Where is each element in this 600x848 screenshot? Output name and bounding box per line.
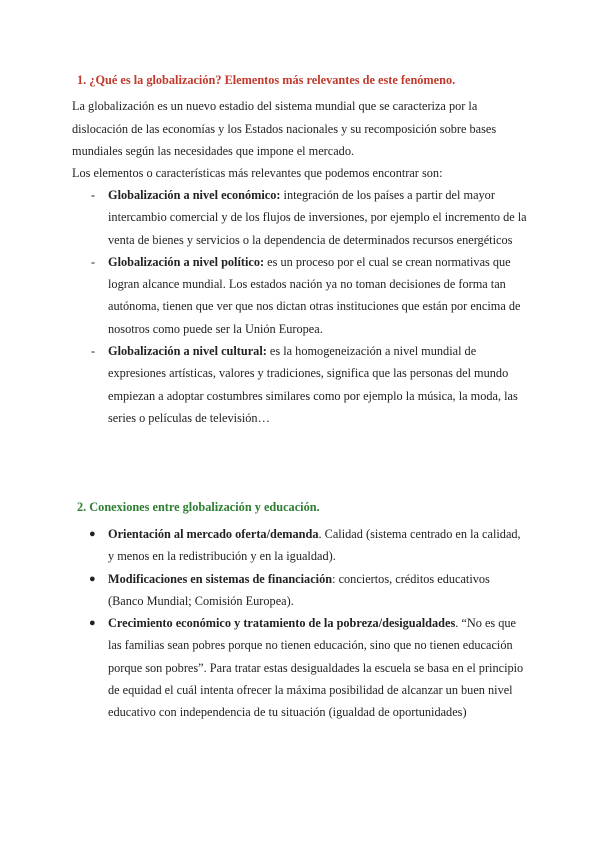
section2-list [0, 523, 600, 724]
item-lead: Crecimiento económico y tratamiento de la pobreza/desigualdades [108, 616, 456, 631]
dash-marker: - [91, 188, 96, 202]
item-lead: Modificaciones en sistemas de financiación [108, 571, 333, 586]
bullet-icon: ● [89, 528, 96, 540]
list-item [0, 523, 528, 568]
bullet-icon: ● [89, 617, 96, 630]
dash-marker: - [91, 254, 96, 269]
item-text: : conciertos, créditos educativos (Banco Mundial; Comisión Europea). [108, 571, 490, 608]
list-item [0, 612, 528, 723]
item-lead: Globalización a nivel económico: [108, 188, 281, 202]
list-item [0, 340, 528, 429]
section1-lead-in: Los elementos o características más relevantes que podemos encontrar son: [72, 166, 443, 180]
item-text: integración de los países a partir del mayor intercambio comercial y de los flujos de inversiones, por ejemplo el incremento de la venta de bienes y servicios o la dependencia de determinados recursos energéticos [108, 188, 527, 247]
item-lead: Globalización a nivel político: [108, 254, 265, 269]
item-lead: Globalización a nivel cultural: [108, 344, 267, 359]
dash-marker: - [91, 344, 96, 359]
section1-list [0, 184, 600, 429]
item-text: . “No es que las familias sean pobres porque no tienen educación, sino que no tienen educación porque son pobres”. Para tratar estas desigualdades la escuela se basa en el principio de equidad el cuál intenta ofrecer la máxima posibilidad de alcanzar un buen nivel educativo con independencia de tu situación (igualdad de oportunidades) [108, 616, 524, 720]
item-text: es la homogeneización a nivel mundial de expresiones artísticas, valores y tradiciones, significa que las personas del mundo empiezan a adoptar costumbres similares como por ejemplo la música, la moda, las series o películas de televisión… [108, 344, 518, 425]
item-text: es un proceso por el cual se crean normativas que logran alcance mundial. Los estados nación ya no toman decisiones de forma tan autónoma, tienen que ver que nos dictan otras instituciones que están por encima de nosotros como puede ser la Unión Europea. [108, 254, 521, 336]
bullet-icon: ● [89, 572, 96, 585]
list-item [0, 184, 528, 251]
section1-heading: 1. ¿Qué es la globalización? Elementos más relevantes de este fenómeno. [77, 73, 456, 87]
section1-intro: La globalización es un nuevo estadio del sistema mundial que se caracteriza por la dislocación de las economías y los Estados nacionales y su recomposición sobre bases mundiales según las necesidades que impone el mercado. [72, 99, 497, 158]
item-lead: Orientación al mercado oferta/demanda [108, 527, 319, 541]
item-text: . Calidad (sistema centrado en la calidad, y menos en la redistribución y en la igualdad). [108, 527, 521, 564]
section2-heading: 2. Conexiones entre globalización y educación. [77, 500, 320, 514]
list-item [0, 251, 528, 340]
list-item [0, 568, 528, 613]
